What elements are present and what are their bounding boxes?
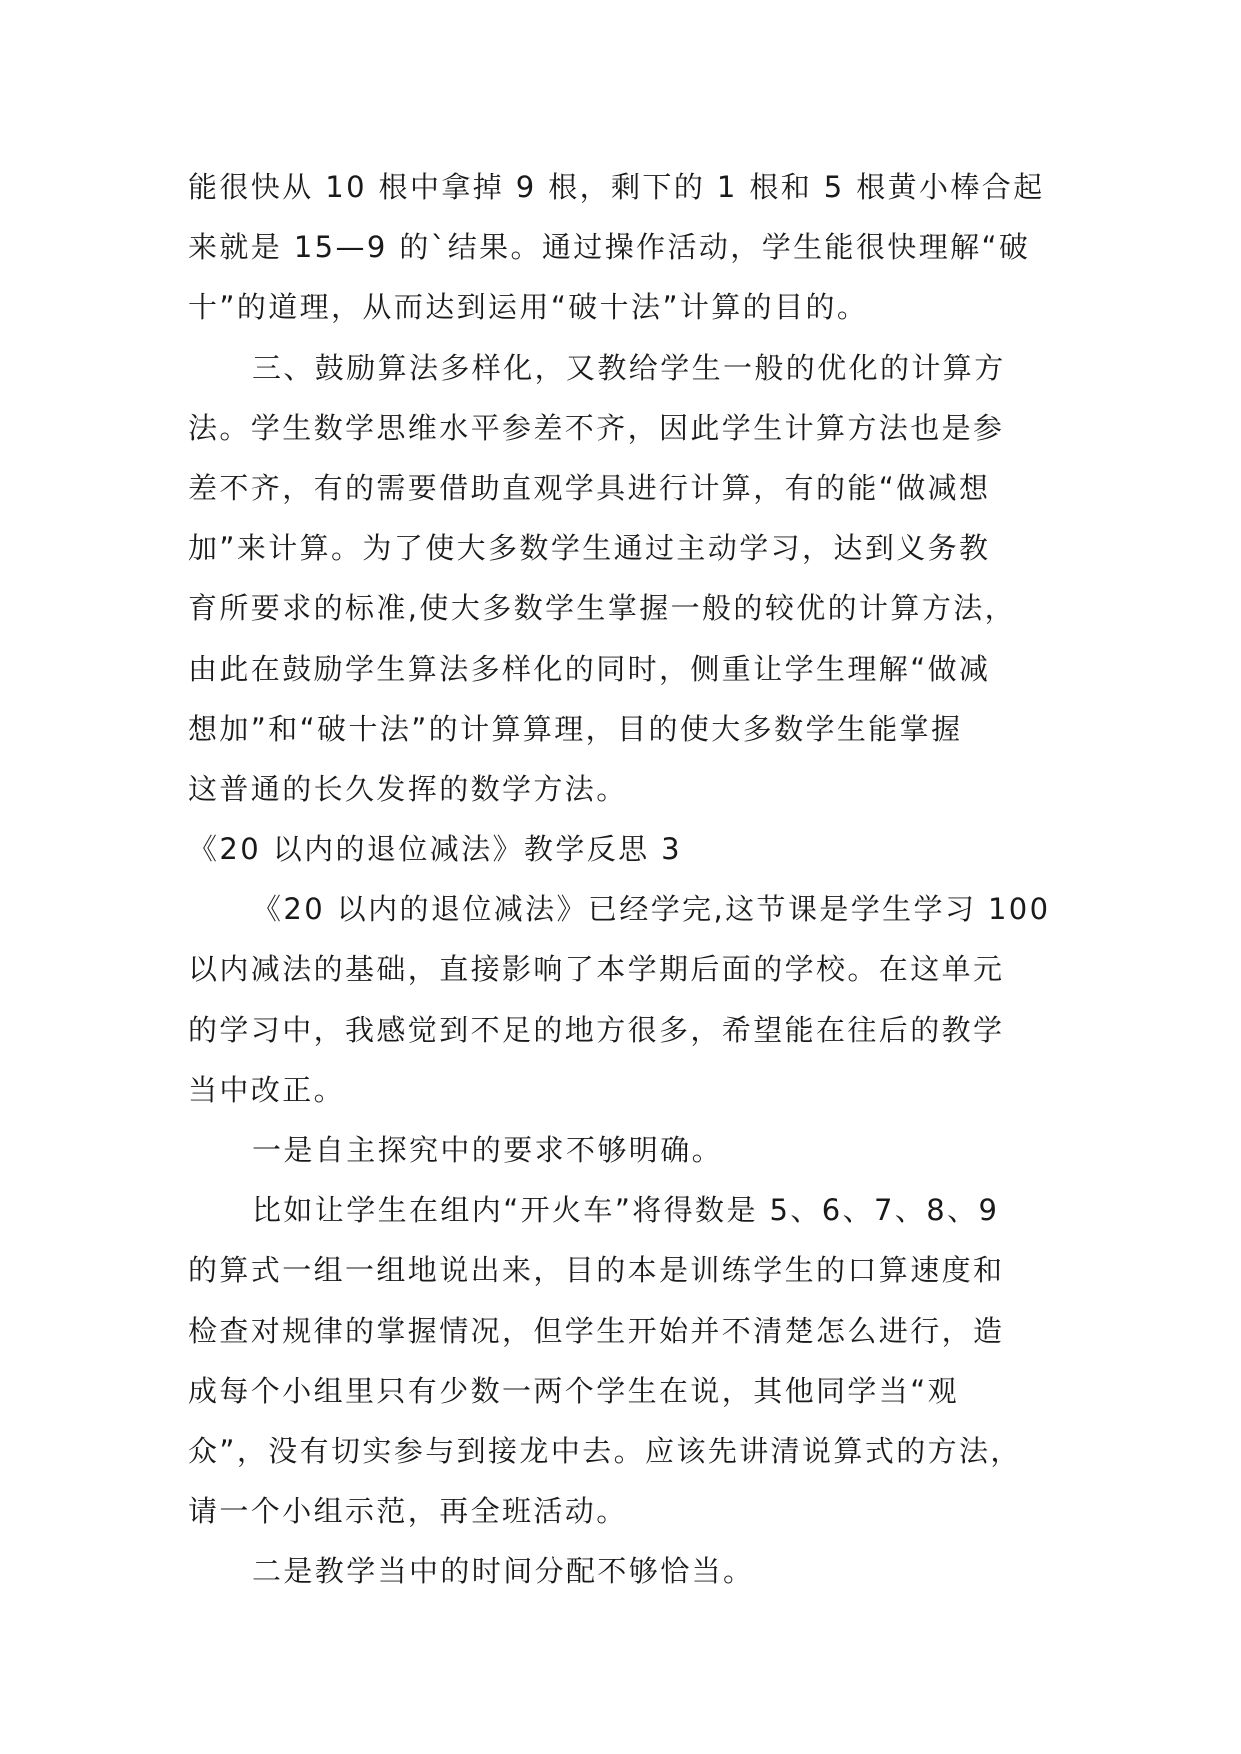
text-line: 的算式一组一组地说出来，目的本是训练学生的口算速度和 <box>188 1253 1005 1288</box>
text-line: 这普通的长久发挥的数学方法。 <box>188 771 628 806</box>
text-line: 以内减法的基础，直接影响了本学期后面的学校。在这单元 <box>188 952 1005 987</box>
text-line: 请一个小组示范，再全班活动。 <box>188 1494 628 1529</box>
text-line: 能很快从 10 根中拿掉 9 根，剩下的 1 根和 5 根黄小棒合起 <box>188 170 1045 204</box>
text-line: 差不齐，有的需要借助直观学具进行计算，有的能“做减想 <box>188 470 991 505</box>
text-line: 一是自主探究中的要求不够明确。 <box>252 1133 724 1167</box>
text-line: 来就是 15—9 的`结果。通过操作活动，学生能很快理解“破 <box>188 230 1031 265</box>
text-line: 《20 以内的退位减法》已经学完,这节课是学生学习 100 <box>252 892 1051 927</box>
text-line: 二是教学当中的时间分配不够恰当。 <box>252 1554 755 1589</box>
text-line: 检查对规律的掌握情况，但学生开始并不清楚怎么进行，造 <box>188 1313 1005 1348</box>
text-line: 《20 以内的退位减法》教学反思 3 <box>188 832 682 867</box>
text-line: 法。学生数学思维水平参差不齐，因此学生计算方法也是参 <box>188 410 1005 445</box>
text-line: 育所要求的标准,使大多数学生掌握一般的较优的计算方法， <box>188 591 1017 626</box>
text-line: 比如让学生在组内“开火车”将得数是 5、6、7、8、9 <box>252 1193 1000 1228</box>
text-line: 成每个小组里只有少数一两个学生在说，其他同学当“观 <box>188 1373 960 1408</box>
text-line: 十”的道理，从而达到运用“破十法”计算的目的。 <box>188 290 869 325</box>
text-line: 加”来计算。为了使大多数学生通过主动学习，达到义务教 <box>188 531 991 566</box>
text-line: 由此在鼓励学生算法多样化的同时，侧重让学生理解“做减 <box>188 651 991 686</box>
text-line: 想加”和“破十法”的计算算理，目的使大多数学生能掌握 <box>188 711 963 746</box>
text-line: 的学习中，我感觉到不足的地方很多，希望能在往后的教学 <box>188 1012 1005 1047</box>
document-body <box>188 157 1054 1602</box>
text-line: 众”，没有切实参与到接龙中去。应该先讲清说算式的方法， <box>188 1433 1022 1468</box>
text-line: 三、鼓励算法多样化，又教给学生一般的优化的计算方 <box>252 350 1006 385</box>
text-line: 当中改正。 <box>188 1072 346 1107</box>
